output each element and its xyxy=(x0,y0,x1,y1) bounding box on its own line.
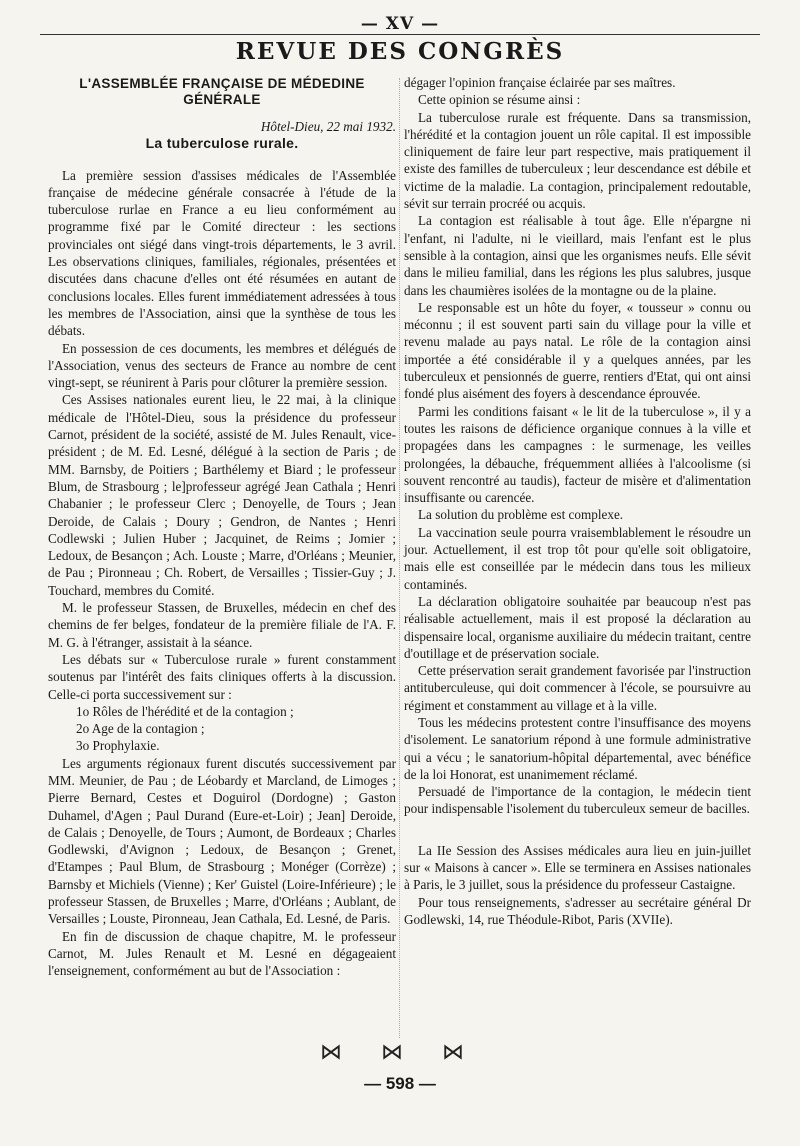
list-item: 2o Age de la contagion ; xyxy=(76,721,205,737)
paragraph: dégager l'opinion française éclairée par ses maîtres. xyxy=(404,75,676,90)
paragraph: La contagion est réalisable à tout âge. Elle n'épargne ni l'enfant, ni l'adulte, ni le vieillard, mais l'enfant est le plus sensible à la contagion, ainsi que les organismes neufs. Elle sévit dans le milieu familial, dans les régions les plus salubres, jusque dans les chaumières isolées de la montagne ou de la plaine. xyxy=(404,213,751,298)
article-title: L'ASSEMBLÉE FRANÇAISE DE MÉDEDINE GÉNÉRALE xyxy=(79,76,365,107)
notice-paragraph: La IIe Session des Assises médicales aura lieu en juin-juillet sur « Maisons à cancer ». Elle se terminera en Assises nationales à Paris, le 3 juillet, sous la présidence du professeur Castaigne. xyxy=(404,842,751,893)
paragraph: La déclaration obligatoire souhaitée par beaucoup n'est pas réalisable actuellement, mais il est proposé la déclaration au dispensaire local, organisme auxiliaire du médecin traitant, centre d'outillage et de préservation sociale. xyxy=(404,593,751,661)
paragraph: Parmi les conditions faisant « le lit de la tuberculose », il y a toutes les raisons de déficience organique connues à la ville et propagées dans les campagnes : le surmenage, les veilles prolongées, la débauche, fréquemment alliées à l'alcoolisme (si souvent rencontré au taudis), facteur de misère et d'alimentation insuffisante ou carencée. xyxy=(404,403,751,506)
paragraph: Cette préservation serait grandement favorisée par l'instruction antituberculeuse, qui doit commencer à l'école, se poursuivre au régiment et constamment au village et à la ville. xyxy=(404,663,751,713)
running-head: — XV — xyxy=(360,14,440,34)
ornament-divider: ⋈ ⋈ ⋈ xyxy=(320,1040,480,1065)
list-item: 1o Rôles de l'hérédité et de la contagion ; xyxy=(76,703,294,719)
column-divider xyxy=(399,78,400,1038)
article-subtitle: La tuberculose rurale. xyxy=(145,135,299,152)
list-item: 3o Prophylaxie. xyxy=(76,738,160,754)
paragraph: Ces Assises nationales eurent lieu, le 22 mai, à la clinique médicale de l'Hôtel-Dieu, sous la présidence du professeur Carnot, président de la société, assisté de M. Jules Renault, vice-président ; de M. Ed. Lesné, délégué à la section de Paris ; de MM. Barnsby, de Poitiers ; Barthélemy et Biard ; le professeur Blum, de Strasbourg ; le]professeur agrégé Jean Cathala ; Henri Chabanier ; le professeur Clerc ; Denoyelle, de Tours ; Jean Deroide, de Calais ; Doury ; Gendron, de Nantes ; Henri Codlewski ; Julien Huber ; Jacquinet, de Reims ; Jomier ; Ledoux, de Besançon ; Ach. Louste ; Marre, d'Orléans ; Meunier, de Pau ; Pironneau ; Ch. Robert, de Versailles ; Tissier-Guy ; J. Touchard, membres du Comité. xyxy=(48,392,396,598)
paragraph: La solution du problème est complexe. xyxy=(418,507,624,523)
paragraph: Tous les médecins protestent contre l'insuffisance des moyens d'isolement. Le sanatorium répond à une formule administrative qui a vécu ; le sanatorium-hôpital départemental, avec bénéfice de la loi Honorat, est unanimement réclamé. xyxy=(404,714,751,782)
notice-paragraph: Pour tous renseignements, s'adresser au secrétaire général Dr Godlewski, 14, rue Théodule-Ribot, Paris (XVIIe). xyxy=(404,894,751,927)
paragraph: Cette opinion se résume ainsi : xyxy=(418,92,581,108)
left-column xyxy=(48,76,396,980)
paragraph: En possession de ces documents, les membres et délégués de l'Association, venus des secteurs de France au nombre de cent vingt-sept, se réunirent à Paris pour clôturer la première session. xyxy=(48,340,396,391)
top-rule xyxy=(40,34,760,35)
paragraph: Persuadé de l'importance de la contagion, le médecin tient pour indispensable l'isolement du tuberculeux semeur de bacilles. xyxy=(404,784,751,817)
paragraph: En fin de discussion de chaque chapitre, M. le professeur Carnot, M. Jules Renault et M. Lesné en dégageaient l'enseignement, conformément au but de l'Association : xyxy=(48,928,396,979)
page-number: — 598 — xyxy=(364,1074,436,1093)
paragraph: La tuberculose rurale est fréquente. Dans sa transmission, l'hérédité et la contagion jouent un rôle capital. Il est impossible cliniquement de faire leur part respective, mais pratiquement il existe des familles de tuberculeux ; leur descendance est débile et victime de la maladie. La contagion, principalement redoutable, sévit sur terrain procréé ou acquis. xyxy=(404,109,751,212)
paragraph: M. le professeur Stassen, de Bruxelles, médecin en chef des chemins de fer belges, fondateur de la première filiale de l'A. F. M. G. à l'étranger, assistait à la séance. xyxy=(48,600,396,650)
section-spacer xyxy=(404,818,751,842)
dateline: Hôtel-Dieu, 22 mai 1932. xyxy=(260,119,396,134)
paragraph: Les arguments régionaux furent discutés successivement par MM. Meunier, de Pau ; de Léobardy et Marcland, de Limoges ; Pierre Bernard, Cestes et Doguirol (Dordogne) ; Gaston Duhamel, d'Agen ; Paul Durand (Eure-et-Loir) ; Jean] Deroide, de Calais ; Denoyelle, de Tours ; Aumont, de Bordeaux ; Charles Godlewski, d'Avignon ; Ledoux, de Besançon ; Grenet, d'Etampes ; Paul Blum, de Strasbourg ; Monéger (Corrèze) ; Barnsby et Michiels (Vienne) ; Ker' Guistel (Loire-Inférieure) ; le professeur Stassen, de Bruxelles ; Marre, d'Orléans ; Aublant, de Versailles ; Louste, Pironneau, Jean Cathala, Ed. Lesné, de Paris. xyxy=(48,755,396,927)
paragraph: Le responsable est un hôte du foyer, « tousseur » connu ou méconnu ; il est souvent parti sain du village pour la ville et revenu malade au pays natal. Le rôle de la contagion ainsi importée a été considérable il y a quelques années, par les tuberculeux et pensionnés de guerre, rentiers d'Etat, qui ont ainsi fondé plus aisément des foyers à descendance éprouvée. xyxy=(404,299,751,402)
paragraph: Les débats sur « Tuberculose rurale » furent constamment soutenus par l'intérêt des faits cliniques offerts à la discussion. Celle-ci porta successivement sur : xyxy=(48,651,396,702)
paragraph: La première session d'assises médicales de l'Assemblée française de médecine générale consacrée à l'étude de la tuberculose rurlae en France a eu lieu conformément au programme fixé par le Comité directeur : les sections provinciales ont siégé dans vingt-trois départements, le 3 avril. Les observations cliniques, familiales, régionales, présentées et discutées dans chacune d'elles ont été résumées en autant de conclusions locales. Elles furent immédiatement adressées à tous les membres de l'Association, ainsi que la synthèse de tous les débats. xyxy=(48,167,396,339)
section-title: REVUE DES CONGRÈS xyxy=(235,38,565,65)
right-column xyxy=(404,74,751,928)
paragraph: La vaccination seule pourra vraisemblablement le résoudre un jour. Actuellement, il est trop tôt pour qu'elle soit obligatoire, mais elle est conseillée par le médecin dans tous les milieux contaminés. xyxy=(404,524,751,592)
